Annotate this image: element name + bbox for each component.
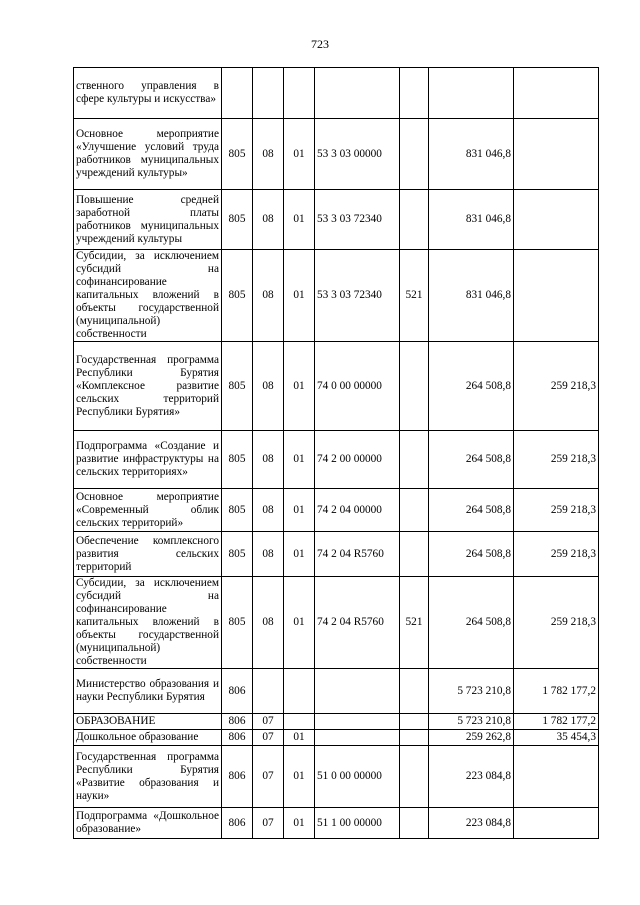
table-row: [74, 190, 599, 250]
subsection-code: 01: [284, 577, 315, 669]
row-name: Субсидии, за исключением субсидий на софинансирование капитальных вложений в объекты государственной (муниципальной) собственности: [74, 577, 222, 669]
budget-table: [73, 67, 599, 839]
amount-2: 1 782 177,2: [514, 669, 599, 714]
table-row: [74, 714, 599, 730]
expense-type-code: [400, 714, 429, 730]
amount-1: 5 723 210,8: [429, 669, 514, 714]
ministry-code: 805: [222, 577, 253, 669]
page-number: 723: [311, 37, 329, 51]
target-code: 53 3 03 72340: [315, 250, 400, 342]
row-name: Обеспечение комплексного развития сельских территорий: [74, 532, 222, 577]
ministry-code: 805: [222, 190, 253, 250]
row-name: Министерство образования и науки Республики Бурятия: [74, 669, 222, 714]
row-name: Основное мероприятие «Улучшение условий труда работников муниципальных учреждений культуры»: [74, 119, 222, 190]
amount-2: [514, 68, 599, 119]
subsection-code: 01: [284, 489, 315, 532]
expense-type-code: 521: [400, 250, 429, 342]
amount-2: [514, 808, 599, 839]
row-name: ОБРАЗОВАНИЕ: [74, 714, 222, 730]
subsection-code: 01: [284, 119, 315, 190]
subsection-code: 01: [284, 808, 315, 839]
section-code: 07: [253, 730, 284, 746]
ministry-code: 805: [222, 119, 253, 190]
subsection-code: [284, 68, 315, 119]
ministry-code: 806: [222, 669, 253, 714]
amount-1: 831 046,8: [429, 190, 514, 250]
expense-type-code: [400, 746, 429, 808]
amount-1: 5 723 210,8: [429, 714, 514, 730]
target-code: 53 3 03 72340: [315, 190, 400, 250]
expense-type-code: 521: [400, 577, 429, 669]
subsection-code: 01: [284, 250, 315, 342]
target-code: 51 1 00 00000: [315, 808, 400, 839]
target-code: 74 2 04 R5760: [315, 577, 400, 669]
amount-2: 259 218,3: [514, 577, 599, 669]
section-code: 08: [253, 532, 284, 577]
ministry-code: [222, 68, 253, 119]
table-row: [74, 669, 599, 714]
amount-1: 264 508,8: [429, 489, 514, 532]
ministry-code: 805: [222, 532, 253, 577]
table-row: [74, 808, 599, 839]
target-code: 53 3 03 00000: [315, 119, 400, 190]
expense-type-code: [400, 119, 429, 190]
subsection-code: 01: [284, 190, 315, 250]
ministry-code: 806: [222, 808, 253, 839]
row-name: Дошкольное образование: [74, 730, 222, 746]
row-name: Основное мероприятие «Современный облик сельских территорий»: [74, 489, 222, 532]
amount-1: 831 046,8: [429, 119, 514, 190]
table-row: [74, 342, 599, 431]
subsection-code: 01: [284, 746, 315, 808]
row-name: Подпрограмма «Дошкольное образование»: [74, 808, 222, 839]
amount-2: 259 218,3: [514, 431, 599, 489]
amount-1: 831 046,8: [429, 250, 514, 342]
expense-type-code: [400, 532, 429, 577]
table-row: [74, 431, 599, 489]
row-name: ственного управления в сфере культуры и искусства»: [74, 68, 222, 119]
subsection-code: 01: [284, 532, 315, 577]
expense-type-code: [400, 342, 429, 431]
table-row: [74, 68, 599, 119]
amount-2: [514, 250, 599, 342]
expense-type-code: [400, 489, 429, 532]
subsection-code: [284, 714, 315, 730]
row-name: Субсидии, за исключением субсидий на софинансирование капитальных вложений в объекты государственной (муниципальной) собственности: [74, 250, 222, 342]
target-code: 74 0 00 00000: [315, 342, 400, 431]
table-row: [74, 532, 599, 577]
amount-2: [514, 746, 599, 808]
target-code: [315, 68, 400, 119]
ministry-code: 806: [222, 730, 253, 746]
amount-2: 1 782 177,2: [514, 714, 599, 730]
amount-1: 264 508,8: [429, 342, 514, 431]
ministry-code: 805: [222, 431, 253, 489]
ministry-code: 805: [222, 489, 253, 532]
row-name: Государственная программа Республики Бурятия «Комплексное развитие сельских территорий Республики Бурятия»: [74, 342, 222, 431]
amount-1: 264 508,8: [429, 431, 514, 489]
table-row: [74, 730, 599, 746]
amount-1: 264 508,8: [429, 577, 514, 669]
ministry-code: 805: [222, 342, 253, 431]
amount-2: 35 454,3: [514, 730, 599, 746]
amount-2: [514, 119, 599, 190]
section-code: 07: [253, 714, 284, 730]
section-code: 08: [253, 577, 284, 669]
table-row: [74, 746, 599, 808]
row-name: Повышение средней заработной платы работников муниципальных учреждений культуры: [74, 190, 222, 250]
row-name: Государственная программа Республики Бурятия «Развитие образования и науки»: [74, 746, 222, 808]
amount-2: 259 218,3: [514, 532, 599, 577]
subsection-code: 01: [284, 431, 315, 489]
amount-1: 259 262,8: [429, 730, 514, 746]
section-code: 07: [253, 808, 284, 839]
target-code: 51 0 00 00000: [315, 746, 400, 808]
subsection-code: [284, 669, 315, 714]
section-code: 07: [253, 746, 284, 808]
subsection-code: 01: [284, 730, 315, 746]
amount-1: 223 084,8: [429, 746, 514, 808]
ministry-code: 806: [222, 714, 253, 730]
expense-type-code: [400, 730, 429, 746]
amount-2: [514, 190, 599, 250]
section-code: 08: [253, 342, 284, 431]
expense-type-code: [400, 190, 429, 250]
expense-type-code: [400, 431, 429, 489]
section-code: 08: [253, 190, 284, 250]
target-code: [315, 669, 400, 714]
amount-1: 223 084,8: [429, 808, 514, 839]
table-row: [74, 250, 599, 342]
table-row: [74, 577, 599, 669]
subsection-code: 01: [284, 342, 315, 431]
section-code: 08: [253, 489, 284, 532]
section-code: 08: [253, 119, 284, 190]
expense-type-code: [400, 808, 429, 839]
table-row: [74, 489, 599, 532]
amount-1: [429, 68, 514, 119]
expense-type-code: [400, 68, 429, 119]
ministry-code: 805: [222, 250, 253, 342]
amount-2: 259 218,3: [514, 489, 599, 532]
section-code: [253, 669, 284, 714]
section-code: 08: [253, 250, 284, 342]
row-name: Подпрограмма «Создание и развитие инфраструктуры на сельских территориях»: [74, 431, 222, 489]
expense-type-code: [400, 669, 429, 714]
section-code: 08: [253, 431, 284, 489]
target-code: 74 2 00 00000: [315, 431, 400, 489]
target-code: [315, 714, 400, 730]
ministry-code: 806: [222, 746, 253, 808]
amount-1: 264 508,8: [429, 532, 514, 577]
target-code: [315, 730, 400, 746]
target-code: 74 2 04 00000: [315, 489, 400, 532]
target-code: 74 2 04 R5760: [315, 532, 400, 577]
table-row: [74, 119, 599, 190]
section-code: [253, 68, 284, 119]
amount-2: 259 218,3: [514, 342, 599, 431]
